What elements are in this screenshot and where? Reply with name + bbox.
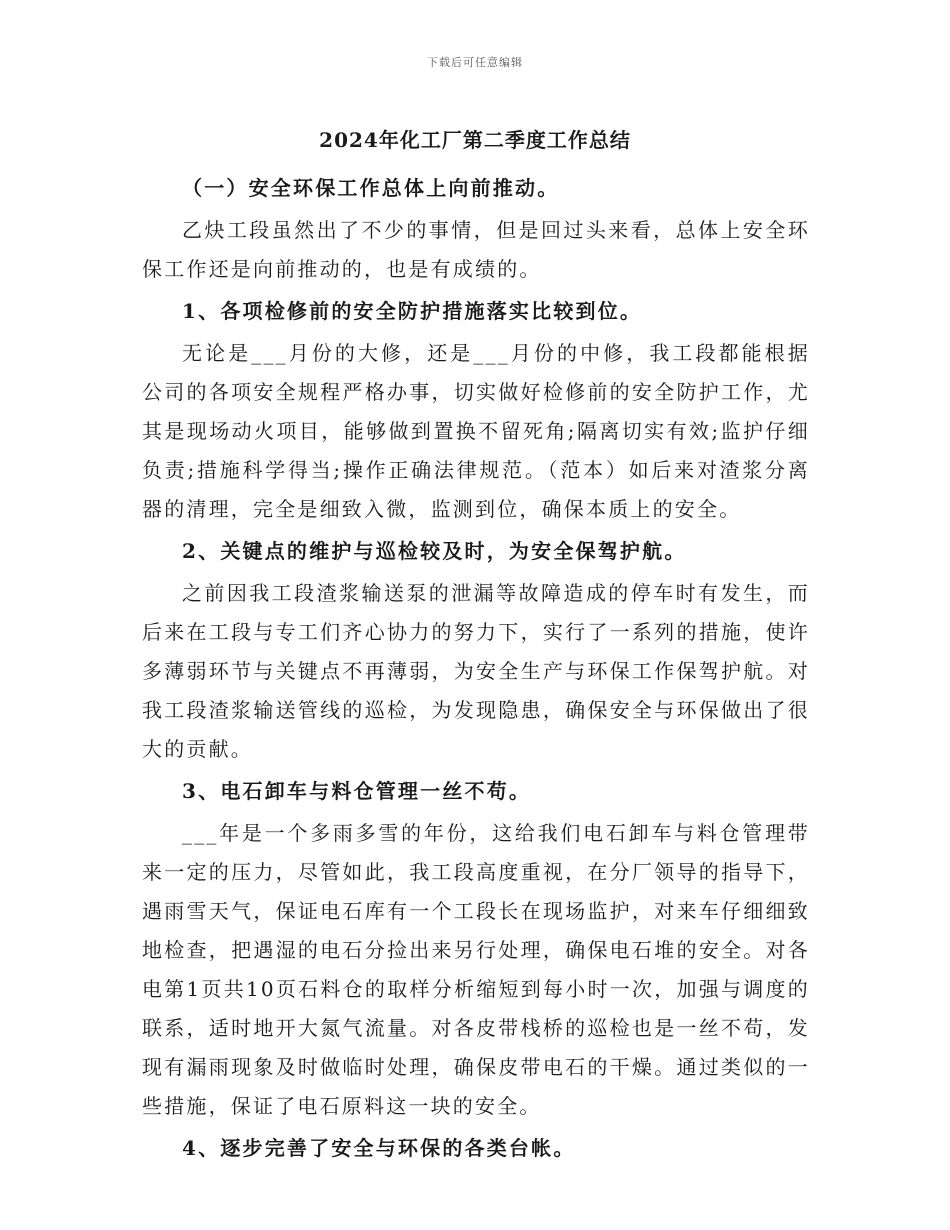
paragraph-carbide: ___年是一个多雨多雪的年份，这给我们电石卸车与料仓管理带来一定的压力，尽管如此，我工段高度重视，在分厂领导的指导下，遇雨雪天气，保证电石库有一个工段长在现场监护，对来车仔细细致地检查，把遇湿的电石分捡出来另行处理，确保电石堆的安全。对各电第1页共10页石料仓的取样分析缩短到每小时一次，加强与调度的联系，适时地开大氮气流量。对各皮带栈桥的巡检也是一丝不苟，发现有漏雨现象及时做临时处理，确保皮带电石的干燥。通过类似的一些措施，保证了电石原料这一块的安全。 bbox=[142, 821, 810, 1118]
paragraph-inspection: 之前因我工段渣浆输送泵的泄漏等故障造成的停车时有发生，而后来在工段与专工们齐心协力的努力下，实行了一系列的措施，使许多薄弱环节与关键点不再薄弱，为安全生产与环保工作保驾护航。对我工段渣浆输送管线的巡检，为发现隐患，确保安全与环保做出了很大的贡献。 bbox=[142, 581, 810, 761]
section-heading-3: 3、电石卸车与料仓管理一丝不苟。 bbox=[182, 779, 532, 803]
document-body bbox=[142, 166, 810, 1171]
section-heading-1: 1、各项检修前的安全防护措施落实比较到位。 bbox=[182, 299, 643, 323]
section-heading-4: 4、逐步完善了安全与环保的各类台帐。 bbox=[182, 1136, 576, 1160]
section-heading-2: 2、关键点的维护与巡检较及时，为安全保驾护航。 bbox=[182, 539, 687, 563]
document-title: 2024年化工厂第二季度工作总结 bbox=[319, 128, 631, 152]
paragraph-maintenance: 无论是___月份的大修，还是___月份的中修，我工段都能根据公司的各项安全规程严格办事，切实做好检修前的安全防护工作，尤其是现场动火项目，能够做到置换不留死角;隔离切实有效;监护仔细负责;措施科学得当;操作正确法律规范。（范本）如后来对渣浆分离器的清理，完全是细致入微，监测到位，确保本质上的安全。 bbox=[142, 341, 810, 521]
header-note: 下载后可任意编辑 bbox=[427, 56, 523, 69]
section-heading-safety: （一）安全环保工作总体上向前推动。 bbox=[182, 176, 560, 200]
paragraph-overview: 乙炔工段虽然出了不少的事情，但是回过头来看，总体上安全环保工作还是向前推动的，也是有成绩的。 bbox=[142, 218, 810, 281]
